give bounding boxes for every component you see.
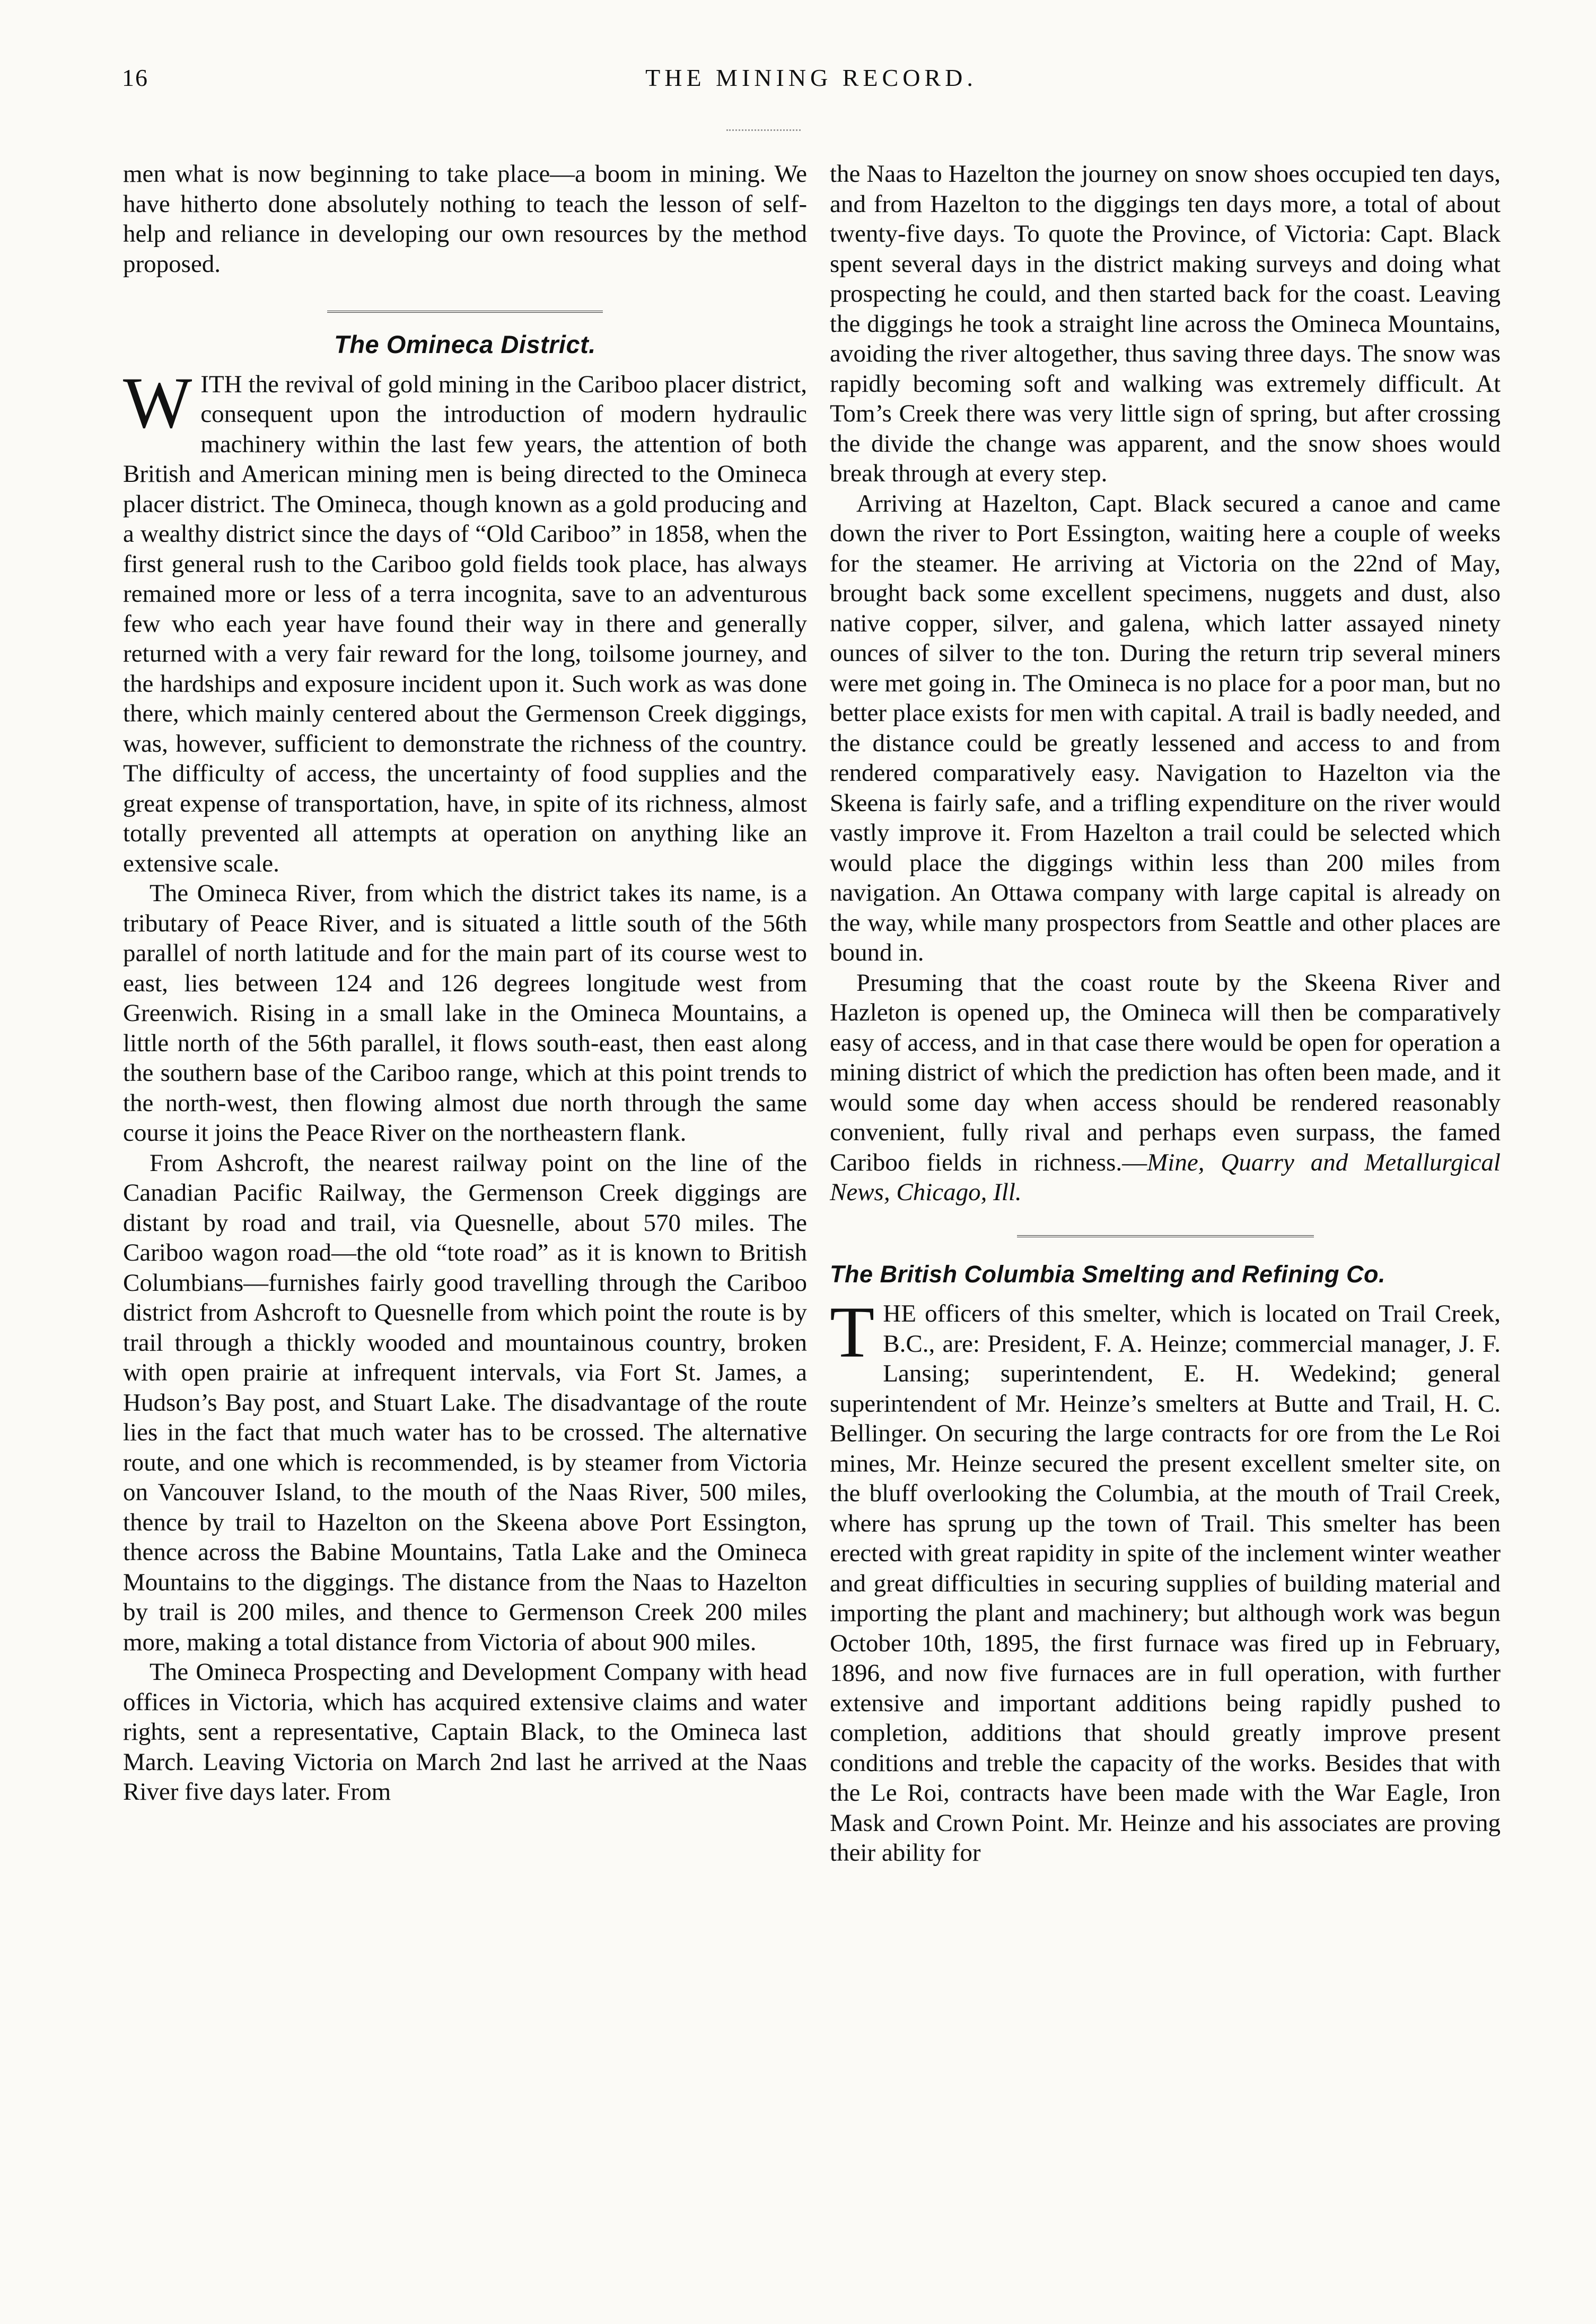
source-citation: Mine, Quarry and Metallurgical News, Chicago, Ill.	[830, 1148, 1501, 1206]
right-column	[830, 159, 1501, 1868]
omineca-paragraph-5: the Naas to Hazelton the journey on snow shoes occupied ten days, and from Hazelton to the diggings ten days more, a total of about twenty-five days. To quote the Province, of Victoria: Capt. Black spent several days in the district making surveys and doing what prospecting he could, and then started back for the coast. Leaving the diggings he took a straight line across the Omineca Mountains, avoiding the river altogether, thus saving three days. The snow was rapidly becoming soft and walking was extremely difficult. At Tom’s Creek there was very little sign of spring, but after crossing the divide the change was apparent, and the snow shoes would break through at every step.	[830, 160, 1501, 487]
intro-paragraph: men what is now beginning to take place—a boom in mining. We have hitherto done absolutely nothing to teach the lesson of self-help and reliance in developing our own resources by the method proposed.	[123, 160, 807, 278]
omineca-paragraph-2: The Omineca River, from which the district takes its name, is a tributary of Peace River, and is situated a little south of the 56th parallel of north latitude and for the main part of its course west to east, lies between 124 and 126 degrees longitude west from Greenwich. Rising in a small lake in the Omineca Mountains, a little north of the 56th parallel, it flows south-east, then east along the southern base of the Cariboo range, which at this point trends to the north-west, then flowing almost due north through the same course it joins the Peace River on the northeastern flank.	[123, 879, 807, 1147]
omineca-paragraph-4: The Omineca Prospecting and Development Company with head offices in Victoria, which has acquired extensive claims and water rights, sent a representative, Captain Black, to the Omineca last March. Leaving Victoria on March 2nd last he arrived at the Naas River five days later. From	[123, 1658, 807, 1806]
omineca-paragraph-7-text: Presuming that the coast route by the Skeena River and Hazleton is opened up, the Omineca will then be comparatively easy of access, and in that case there would be open for operation a mining district of which the prediction has often been made, and it would some day when access should be rendered reasonably convenient, fully rival and perhaps even surpass, the famed Cariboo fields in richness.—	[830, 969, 1501, 1176]
section-divider-2	[1017, 1235, 1314, 1238]
left-column	[123, 159, 807, 1807]
smelting-paragraph	[830, 1291, 1501, 1868]
smelting-heading: The British Columbia Smelting and Refining Co.	[830, 1260, 1386, 1288]
page-header	[122, 64, 1501, 106]
drop-cap-t: T	[830, 1291, 875, 1372]
omineca-paragraph-1-text: ITH the revival of gold mining in the Cariboo placer district, consequent upon the introduction of modern hydraulic machinery within the last few years, the attention of both British and American mining men is being directed to the Omineca placer district. The Omineca, though known as a gold producing and a wealthy district since the days of “Old Cariboo” in 1858, when the first general rush to the Cariboo gold fields took place, has always remained more or less of a terra incognita, save to an adventurous few who each year have found their way in there and generally returned with a very fair reward for the long, toilsome journey, and the hardships and exposure incident upon it. Such work as was done there, which mainly centered about the Germenson Creek diggings, was, however, sufficient to demonstrate the richness of the country. The difficulty of access, the uncertainty of food supplies and the great expense of transportation, have, in spite of its richness, almost totally prevented all attempts at operation on anything like an extensive scale.	[123, 370, 807, 877]
header-rule	[726, 129, 801, 131]
section-divider	[327, 311, 603, 314]
omineca-paragraph-7	[830, 968, 1501, 1208]
running-title: THE MINING RECORD.	[645, 64, 977, 91]
smelting-paragraph-text: HE officers of this smelter, which is located on Trail Creek, B.C., are: President, F. A. Heinze; commercial manager, J. F. Lansing; superintendent, E. H. Wedekind; general superintendent of Mr. Heinze’s smelters at Butte and Trail, H. C. Bellinger. On securing the large contracts for ore from the Le Roi mines, Mr. Heinze secured the present excellent smelter site, on the bluff overlooking the Columbia, at the mouth of Trail Creek, where has sprung up the town of Trail. This smelter has been erected with great rapidity in spite of the inclement winter weather and great difficulties in securing supplies of building material and importing the plant and machinery; but although work was begun October 10th, 1895, the first furnace was fired up in February, 1896, and now five furnaces are in full operation, with further extensive and important additions being rapidly pushed to completion, additions that should greatly improve present conditions and treble the capacity of the works. Besides that with the Le Roi, contracts have been made with the War Eagle, Iron Mask and Crown Point. Mr. Heinze and his associates are proving their ability for	[830, 1300, 1501, 1867]
omineca-paragraph-3: From Ashcroft, the nearest railway point on the line of the Canadian Pacific Railway, the Germenson Creek diggings are distant by road and trail, via Quesnelle, about 570 miles. The Cariboo wagon road—the old “tote road” as it is known to British Columbians—furnishes fairly good travelling through the Cariboo district from Ashcroft to Quesnelle from which point the route is by trail through a thickly wooded and mountainous country, broken with open prairie at infrequent intervals, via Fort St. James, a Hudson’s Bay post, and Stuart Lake. The disadvantage of the route lies in the fact that much water has to be crossed. The alternative route, and one which is recommended, is by steamer from Victoria on Vancouver Island, to the mouth of the Naas River, 500 miles, thence by trail to Hazelton on the Skeena above Port Essington, thence across the Babine Mountains, Tatla Lake and the Omineca Mountains to the diggings. The distance from the Naas to Hazelton by trail is 200 miles, and thence to Germenson Creek 200 miles more, making a total distance from Victoria of about 900 miles.	[123, 1149, 807, 1656]
drop-cap-w: W	[123, 362, 192, 443]
omineca-heading: The Omineca District.	[334, 330, 596, 358]
omineca-paragraph-6: Arriving at Hazelton, Capt. Black secured a canoe and came down the river to Port Essington, waiting here a couple of weeks for the steamer. He arriving at Victoria on the 22nd of May, brought back some excellent specimens, nuggets and dust, also native copper, silver, and galena, which latter assayed ninety ounces of silver to the ton. During the return trip several miners were met going in. The Omineca is no place for a poor man, but no better place exists for men with capital. A trail is badly needed, and the distance could be greatly lessened and access to and from rendered comparatively easy. Navigation to Hazelton via the Skeena is fairly safe, and a trifling expenditure on the river would vastly improve it. From Hazelton a trail could be selected which would place the diggings within less than 200 miles from navigation. An Ottawa company with large capital is already on the way, while many prospectors from Seattle and other places are bound in.	[830, 489, 1501, 966]
omineca-paragraph-1	[123, 362, 807, 879]
page-number: 16	[122, 64, 148, 91]
